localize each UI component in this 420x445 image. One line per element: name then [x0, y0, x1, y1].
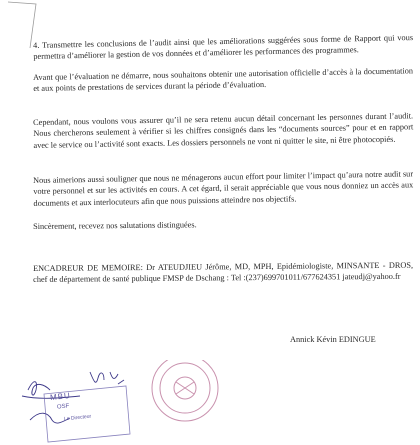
paragraph-authorization: Avant que l’évaluation ne démarre, nous souhaitons obtenir une autorisation officielle d’accès à la documentation et aux points de prestations de services durant la période d’évaluation. [33, 66, 414, 94]
paragraph-impact: Nous aimerions aussi souligner que nous ne ménagerons aucun effort pour limiter l’impact qu’aura notre audit sur votre personnel et sur les activités en cours. A cet égard, il serait appréciable que vous nous donniez un accès aux documents et aux interlocuteurs afin que nous puissions atteindre nos objectifs. [33, 169, 414, 208]
paragraph-closing: Sincèrement, recevez nos salutations distinguées. [33, 220, 197, 231]
paragraph-recommendations: 4. Transmettre les conclusions de l’audit ainsi que les améliorations suggérées sous forme de Rapport qui vous permettra d’améliorer la gestion de vos données et d’améliorer les performances des programmes. [33, 33, 414, 62]
stamp-text-name: MBU [49, 390, 72, 403]
stamp-text-title: Le Directeur [63, 413, 92, 423]
signer-name: Annick Kévin EDINGUE [290, 335, 376, 344]
paragraph-supervisor: ENCADREUR DE MEMOIRE: Dr ATEUDJIEU Jérôme, MD, MPH, Epidémiologiste, MINSANTE - DROS, chef de département de santé publique FMSP de Dschang : Tel :(237)699701011/677624351 jateudj@yahoo.fr [33, 260, 414, 285]
signature-and-stamp [0, 360, 260, 445]
paragraph-confidentiality: Cependant, nous voulons vous assurer qu’il ne sera retenu aucun détail concernant les personnes durant l’audit. Nous chercherons seulement à vérifier si les chiffres consignés dans les “documents sources” pour et en rapport avec le service ou l’activité sont exacts. Les dossiers personnels ne vont ni quitter le site, ni être photocopiés. [33, 111, 414, 150]
stamp-text-org: OSF [56, 403, 70, 411]
round-seal [152, 360, 218, 421]
